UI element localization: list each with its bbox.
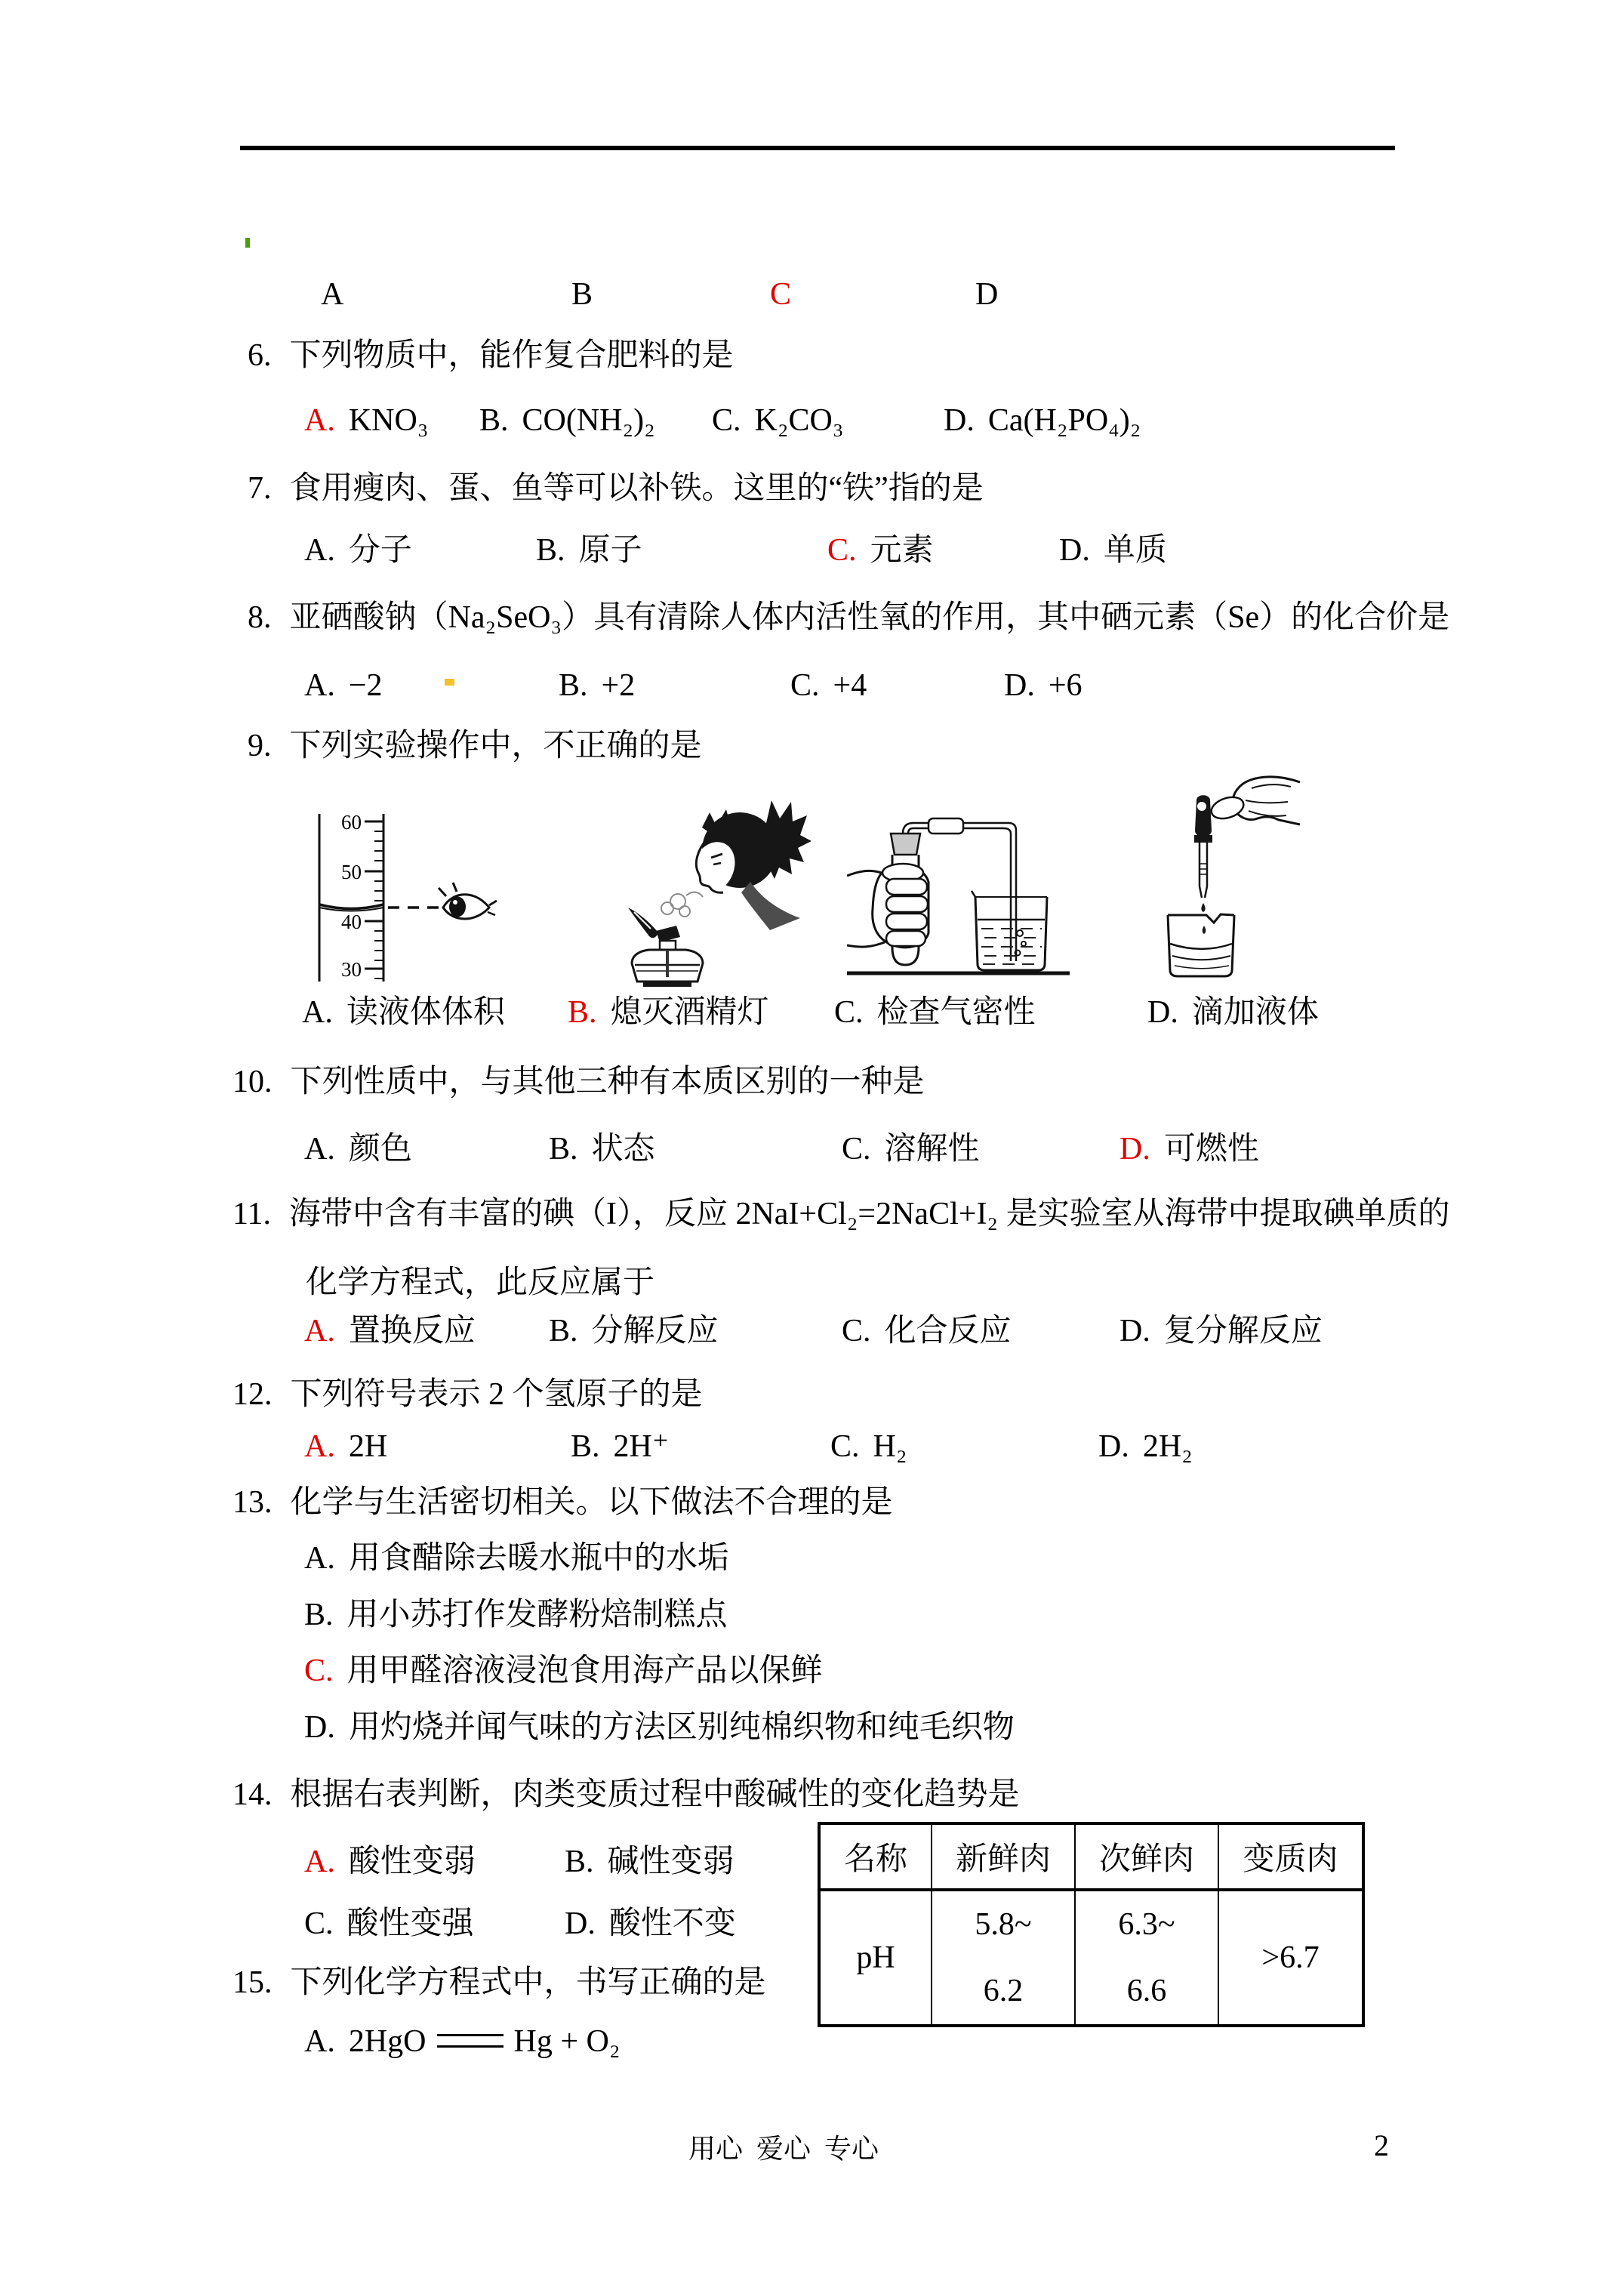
ph-table-data-row xyxy=(819,1890,1363,2026)
stray-green-mark xyxy=(245,238,250,248)
q9-caption-a: A. 读液体体积 xyxy=(302,995,505,1030)
alcohol-lamp xyxy=(628,908,703,987)
q10-option-b: B. 状态 xyxy=(549,1132,655,1166)
graduated-cylinder-eye-level-icon xyxy=(313,809,498,987)
q8-stem: 8. 亚硒酸钠（Na₂SeO₃）具有清除人体内活性氧的作用，其中硒元素（Se）的化合价是 xyxy=(248,600,1450,635)
tick-60: 60 xyxy=(341,811,362,834)
answer-b: B xyxy=(571,277,593,312)
ph-table-header-name: 名称 xyxy=(819,1823,932,1890)
q6-option-b: B. CO(NH₂)₂ xyxy=(479,403,655,438)
q8-option-a: A. −2 xyxy=(304,668,383,703)
q7-option-a: A. 分子 xyxy=(304,533,412,568)
breath-puff xyxy=(661,892,703,917)
q9-captions xyxy=(0,994,1623,1031)
hand-icon xyxy=(847,864,929,948)
q11-stem-line2: 化学方程式，此反应属于 xyxy=(306,1265,655,1300)
q12-options xyxy=(0,1428,1623,1465)
eye-icon xyxy=(439,883,497,919)
q14-option-c: C. 酸性变强 xyxy=(304,1906,474,1941)
meat-ph-table xyxy=(818,1822,1365,2027)
ph-table-header-row xyxy=(819,1823,1363,1890)
q7-option-b: B. 原子 xyxy=(536,533,642,568)
q9-caption-c: C. 检查气密性 xyxy=(834,995,1036,1030)
q8-number: 8. xyxy=(248,600,272,635)
q14-number: 14. xyxy=(233,1777,273,1812)
q14-options-row2 xyxy=(0,1906,1623,1942)
q13-option-b: B. 用小苏打作发酵粉焙制糕点 xyxy=(304,1598,728,1632)
q10-option-c: C. 溶解性 xyxy=(842,1132,980,1166)
q7-option-d: D. 单质 xyxy=(1059,533,1167,568)
ph-table-header-fresh: 新鲜肉 xyxy=(932,1823,1075,1890)
beaker xyxy=(972,891,1047,970)
q12-option-d: D. 2H₂ xyxy=(1098,1429,1193,1464)
ph-table-header-less-fresh: 次鲜肉 xyxy=(1075,1823,1218,1890)
q6-options xyxy=(0,402,1623,439)
footer-motto: 用心 爱心 专心 xyxy=(688,2134,879,2164)
q8-option-c: C. +4 xyxy=(790,668,867,703)
beaker xyxy=(1168,914,1234,976)
ph-fresh-cell: 5.8~ 6.2 xyxy=(932,1890,1075,2026)
answer-choice-row xyxy=(0,276,1623,313)
q13-number: 13. xyxy=(233,1485,273,1520)
q6-option-a: A. KNO₃ xyxy=(304,403,429,438)
q14-options-row1 xyxy=(0,1844,1623,1880)
q12-option-b: B. 2H⁺ xyxy=(571,1429,670,1464)
q12-option-c: C. H₂ xyxy=(830,1429,907,1464)
q14-option-a: A. 酸性变弱 xyxy=(304,1845,476,1879)
q11-option-a: A. 置换反应 xyxy=(304,1314,476,1348)
q8-option-d: D. +6 xyxy=(1004,668,1083,703)
q8-options xyxy=(0,667,1623,704)
q9-caption-b: B. 熄灭酒精灯 xyxy=(568,995,769,1030)
q13-option-d: D. 用灼烧并闻气味的方法区别纯棉织物和纯毛织物 xyxy=(304,1710,1015,1745)
ph-row-label: pH xyxy=(819,1890,932,2026)
dropper-add-liquid-icon xyxy=(1161,775,1301,982)
q7-options xyxy=(0,532,1623,569)
q9-number: 9. xyxy=(248,729,272,763)
q9-stem: 9. 下列实验操作中，不正确的是 xyxy=(248,729,702,763)
answer-a: A xyxy=(321,277,344,312)
q10-options xyxy=(0,1131,1623,1167)
q6-option-c: C. K₂CO₃ xyxy=(712,403,844,438)
q14-option-b: B. 碱性变弱 xyxy=(565,1845,735,1879)
q11-option-c: C. 化合反应 xyxy=(842,1314,1012,1348)
q15-option-a: A. 2HgO Hg + O₂ xyxy=(304,2024,621,2059)
tick-50: 50 xyxy=(341,861,362,883)
ph-spoiled-cell: >6.7 xyxy=(1218,1890,1363,2026)
q14-option-d: D. 酸性不变 xyxy=(565,1906,736,1941)
answer-d: D xyxy=(975,277,999,312)
q12-number: 12. xyxy=(233,1377,273,1412)
ph-table-header-spoiled: 变质肉 xyxy=(1218,1823,1363,1890)
q7-option-c: C. 元素 xyxy=(827,533,934,568)
q10-number: 10. xyxy=(233,1065,273,1099)
q14-stem: 14. 根据右表判断，肉类变质过程中酸碱性的变化趋势是 xyxy=(233,1777,1020,1812)
header-rule xyxy=(240,146,1395,150)
answer-c: C xyxy=(770,277,792,312)
q6-stem: 6. 下列物质中，能作复合肥料的是 xyxy=(248,338,734,373)
q11-options xyxy=(0,1313,1623,1349)
q13-stem: 13. 化学与生活密切相关。以下做法不合理的是 xyxy=(233,1485,893,1520)
q6-number: 6. xyxy=(248,338,272,373)
q15-number: 15. xyxy=(233,1965,273,2000)
q9-caption-d: D. 滴加液体 xyxy=(1147,995,1319,1030)
q10-option-a: A. 颜色 xyxy=(304,1132,412,1166)
q11-stem-line1: 11. 海带中含有丰富的碘（I），反应 2NaI+Cl₂=2NaCl+I₂ 是实验室从海带中提取碘单质的 xyxy=(233,1197,1450,1231)
q15-stem: 15. 下列化学方程式中，书写正确的是 xyxy=(233,1965,766,2000)
q11-option-d: D. 复分解反应 xyxy=(1119,1314,1323,1348)
q12-option-a: A. 2H xyxy=(304,1429,388,1464)
ph-less-fresh-cell: 6.3~ 6.6 xyxy=(1075,1890,1218,2026)
equation-equals-sign xyxy=(437,2034,504,2048)
q10-option-d: D. 可燃性 xyxy=(1119,1132,1259,1166)
q8-option-b: B. +2 xyxy=(559,668,636,703)
q6-option-d: D. Ca(H₂PO₄)₂ xyxy=(944,403,1141,438)
q13-option-c: C. 用甲醛溶液浸泡食用海产品以保鲜 xyxy=(304,1653,823,1688)
gas-tightness-check-icon xyxy=(847,785,1070,978)
q7-stem: 7. 食用瘦肉、蛋、鱼等可以补铁。这里的“铁”指的是 xyxy=(248,471,984,506)
q13-option-a: A. 用食醋除去暖水瓶中的水垢 xyxy=(304,1541,729,1576)
q12-stem: 12. 下列符号表示 2 个氢原子的是 xyxy=(233,1377,703,1412)
page-number: 2 xyxy=(1374,2128,1389,2162)
q7-number: 7. xyxy=(248,471,272,506)
dropper xyxy=(1194,795,1212,898)
tick-40: 40 xyxy=(341,911,362,933)
hand-icon xyxy=(1209,777,1300,824)
q10-stem: 10. 下列性质中，与其他三种有本质区别的一种是 xyxy=(233,1065,925,1099)
tick-30: 30 xyxy=(341,958,362,981)
blow-out-alcohol-lamp-icon xyxy=(613,794,824,989)
q11-option-b: B. 分解反应 xyxy=(549,1314,719,1348)
q11-number: 11. xyxy=(233,1197,271,1231)
drop xyxy=(1201,903,1205,912)
